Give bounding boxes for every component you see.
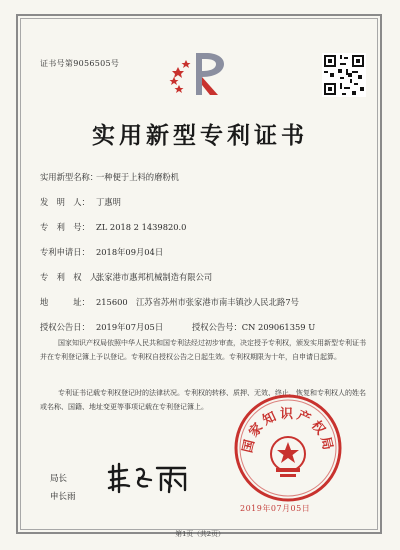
official-seal-icon xyxy=(232,392,344,504)
grant-date-value: 2019年07月05日 xyxy=(96,322,164,332)
filing-date-label: 专利申请日： xyxy=(40,247,90,257)
page-number: 第1页（共2页） xyxy=(175,530,225,538)
patent-number-label: 专 利 号： xyxy=(40,222,90,232)
seal-date: 2019年07月05日 xyxy=(240,504,311,513)
address-label: 地 址： xyxy=(40,297,90,307)
utility-model-name-value: 一种便于上料的磨粉机 xyxy=(96,172,179,182)
patent-office-logo-icon xyxy=(166,47,236,99)
body-paragraph-1: 国家知识产权局依照中华人民共和国专利法经过初步审查，决定授予专利权，颁发实用新型专利证书并在专利登记簿上予以登记。专利权自授权公告之日起生效。专利权期限为十年，自申请日起算。 xyxy=(40,339,366,361)
grant-number-value: CN 209061359 U xyxy=(241,322,316,332)
inventor-label: 发 明 人： xyxy=(40,197,90,207)
address-row xyxy=(40,296,299,308)
patent-holder-label: 专 利 权 人： xyxy=(40,272,107,282)
signature-labels xyxy=(50,470,76,506)
patent-number-value: ZL 2018 2 1439820.0 xyxy=(96,222,187,232)
utility-model-name-label: 实用新型名称： xyxy=(40,172,99,182)
inventor-row xyxy=(40,196,121,208)
handwritten-signature-icon xyxy=(105,458,195,498)
seal-text: 国家知识产权局 xyxy=(240,407,336,455)
filing-date-value: 2018年09月04日 xyxy=(96,247,164,257)
filing-date-row xyxy=(40,246,163,258)
grant-number-label: 授权公告号： xyxy=(192,322,242,332)
address-value: 215600 江苏省苏州市张家港市南丰镇沙人民北路7号 xyxy=(96,297,299,307)
grant-date-label: 授权公告日： xyxy=(40,322,90,332)
qr-code-icon xyxy=(322,53,366,97)
director-name: 申长雨 xyxy=(50,492,76,502)
grant-row xyxy=(40,321,315,333)
director-title: 局长 xyxy=(50,474,68,484)
patent-number-row xyxy=(40,221,186,233)
patent-holder-value: 张家港市惠邦机械制造有限公司 xyxy=(96,272,213,282)
body-paragraph-2: 专利证书记载专利权登记时的法律状况。专利权的转移、质押、无效、终止、恢复和专利权人的姓名或名称、国籍、地址变更等事项记载在专利登记簿上。 xyxy=(40,389,366,411)
certificate-number: 证书号第9056505号 xyxy=(40,59,120,68)
inventor-value: 丁惠明 xyxy=(96,197,121,207)
patent-holder-row xyxy=(40,271,212,283)
certificate-title: 实用新型专利证书 xyxy=(92,122,308,149)
utility-model-name-row xyxy=(40,171,179,183)
